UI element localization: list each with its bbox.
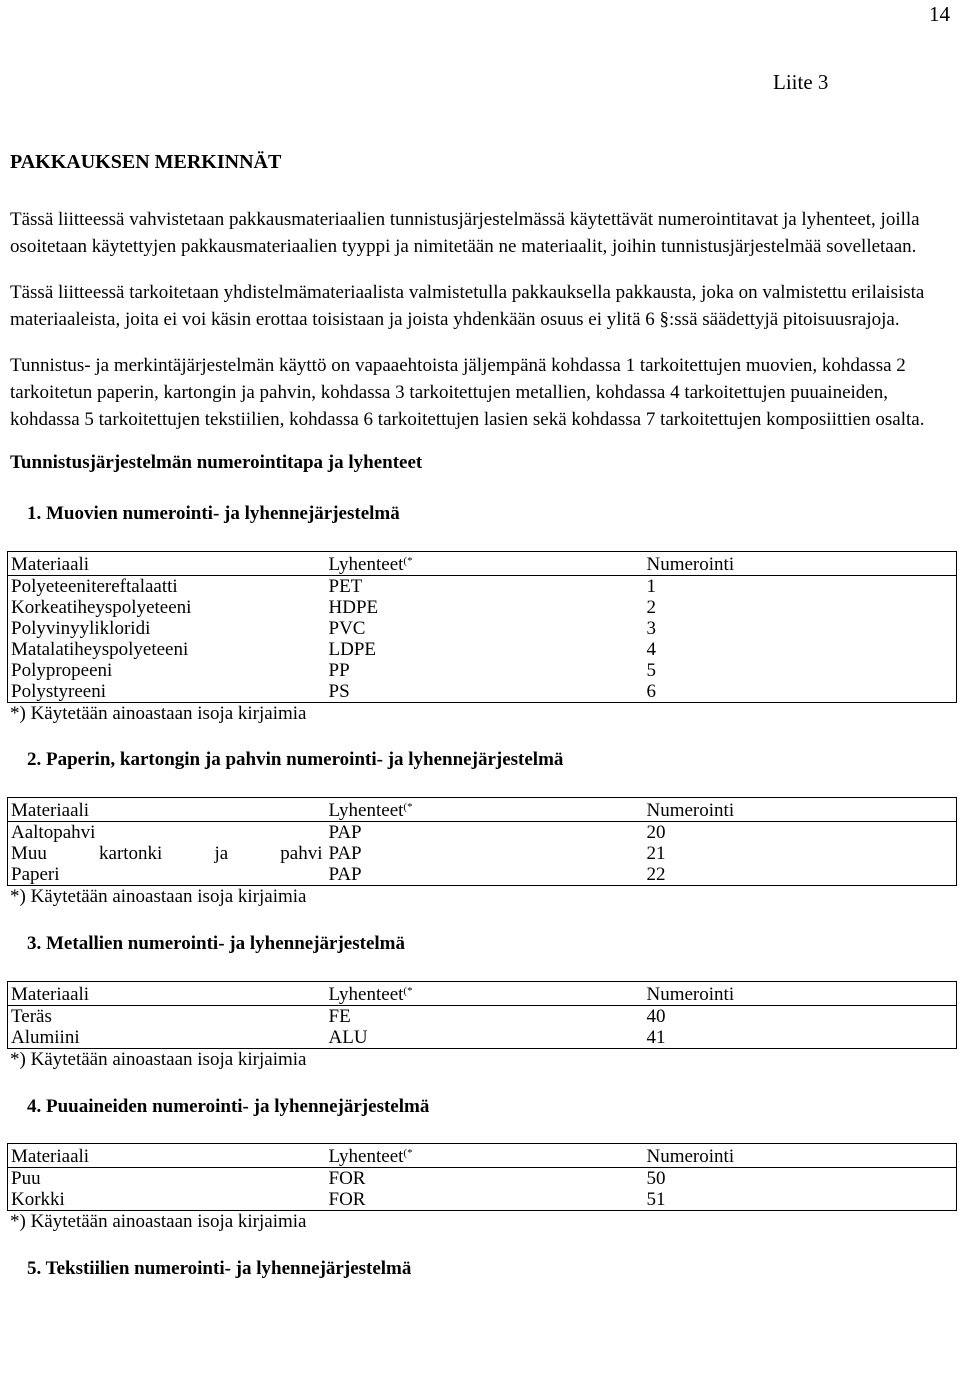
number-cell: 50 [644,1168,957,1190]
table-row [8,1005,957,1027]
number-cell: 20 [644,822,957,844]
footnote: *) Käytetään ainoastaan isoja kirjaimia [10,1048,307,1070]
abbreviation-cell: ALU [326,1027,644,1049]
number-cell: 40 [644,1005,957,1027]
header-material: Materiaali [8,798,326,822]
footnote: *) Käytetään ainoastaan isoja kirjaimia [10,1211,307,1233]
wood-table [7,1143,957,1211]
intro-paragraph: Tässä liitteessä vahvistetaan pakkausmateriaalien tunnistusjärjestelmässä käytettävät numerointitavat ja lyhenteet, joilla osoitetaan käytettyjen pakkausmateriaalien tyyppi ja nimitetään ne materiaalit, joihin tunnistusjärjestelmää sovelletaan. [10,209,920,257]
abbreviation-cell: LDPE [328,638,376,660]
table-header-row [8,981,957,1005]
appendix-label: Liite 3 [773,70,829,94]
section-title-paper: 2. Paperin, kartongin ja pahvin numerointi- ja lyhennejärjestelmä [27,749,564,771]
header-numbering: Numerointi [644,981,957,1005]
table-row [8,639,957,660]
table-row [8,864,957,886]
number-cell: 22 [644,864,957,886]
section-title-metals: 3. Metallien numerointi- ja lyhennejärjestelmä [27,932,405,954]
material-cell: Paperi [8,864,326,886]
number-cell: 4 [644,639,957,660]
abbreviation-cell: FE [328,1005,351,1027]
section-title-wood: 4. Puuaineiden numerointi- ja lyhennejärjestelmä [27,1095,430,1117]
number-cell: 2 [644,597,957,618]
header-abbreviation: Lyhenteet(* [326,798,644,822]
header-numbering: Numerointi [644,1144,957,1168]
number-cell: 3 [644,618,957,639]
page-number: 14 [929,2,950,26]
table-header-row [8,551,957,575]
number-cell: 41 [644,1027,957,1049]
footnote: *) Käytetään ainoastaan isoja kirjaimia [10,702,307,724]
table-row [8,843,957,864]
abbreviation-cell: PS [326,681,644,703]
number-cell: 5 [644,660,957,681]
definition-paragraph: Tässä liitteessä tarkoitetaan yhdistelmämateriaalista valmistetulla pakkauksella pakkausta, joka on valmistettu erilaisista materiaaleista, joita ei voi käsin erottaa toisistaan ja joista yhdenkään osuus ei ylitä 6 §:ssä säädettyjä pitoisuusrajoja. [10,282,925,330]
section-title-textiles: 5. Tekstiilien numerointi- ja lyhennejärjestelmä [27,1258,412,1280]
material-cell: Matalatiheyspolyeteeni [8,639,326,660]
material-cell: Puu [8,1168,326,1190]
paper-table [7,797,957,886]
usage-paragraph: Tunnistus- ja merkintäjärjestelmän käyttö on vapaaehtoista jäljempänä kohdassa 1 tarkoitettujen muovien, kohdassa 2 tarkoitetun paperin, kartongin ja pahvin, kohdassa 3 tarkoitettujen metallien, kohdassa 4 tarkoitettujen puuaineiden, kohdassa 5 tarkoitettujen tekstiilien, kohdassa 6 tarkoitettujen lasien sekä kohdassa 7 tarkoitettujen komposiittien osalta. [10,355,925,430]
abbreviation-cell: FOR [328,1168,366,1190]
abbreviation-cell: FOR [326,1189,644,1211]
header-numbering: Numerointi [644,551,957,575]
metals-table [7,981,957,1049]
number-cell: 6 [644,681,957,703]
abbreviation-cell: HDPE [328,596,379,618]
table-row [8,681,957,703]
table-row [8,822,957,844]
section-subtitle: Tunnistusjärjestelmän numerointitapa ja lyhenteet [10,452,423,473]
material-cell: Polyvinyylikloridi [8,618,326,639]
material-cell: Korkki [8,1189,326,1211]
material-cell: Teräs [8,1005,326,1027]
abbreviation-cell: PAP [328,843,362,865]
abbreviation-cell: PP [328,659,350,681]
header-material: Materiaali [8,981,326,1005]
page-title: PAKKAUKSEN MERKINNÄT [10,151,282,173]
header-abbreviation: Lyhenteet(* [326,1144,644,1168]
material-cell: Alumiini [8,1027,326,1049]
abbreviation-cell: PVC [328,617,366,639]
table-row [8,575,957,597]
document-body [10,150,955,1306]
material-cell: Polyeteenitereftalaatti [8,575,326,597]
header-abbreviation: Lyhenteet(* [326,981,644,1005]
section-title-plastics: 1. Muovien numerointi- ja lyhennejärjestelmä [27,502,400,524]
plastics-table [7,551,957,703]
abbreviation-cell: PAP [326,864,644,886]
number-cell: 21 [644,843,957,864]
table-row [8,1189,957,1211]
material-cell: Korkeatiheyspolyeteeni [8,597,326,618]
material-cell [8,843,326,864]
justified-material-text: Muu kartonki ja pahvi [11,843,323,865]
header-abbreviation: Lyhenteet(* [326,551,644,575]
material-cell: Polypropeeni [8,660,326,681]
table-header-row [8,798,957,822]
table-row [8,1027,957,1049]
header-material: Materiaali [8,551,326,575]
number-cell: 51 [644,1189,957,1211]
footnote: *) Käytetään ainoastaan isoja kirjaimia [10,886,307,908]
table-row [8,1168,957,1190]
material-cell: Polystyreeni [8,681,326,703]
abbreviation-cell: PAP [328,822,362,844]
abbreviation-cell: PET [328,575,363,597]
material-cell: Aaltopahvi [8,822,326,844]
table-header-row [8,1144,957,1168]
table-row [8,618,957,639]
header-numbering: Numerointi [644,798,957,822]
table-row [8,660,957,681]
header-material: Materiaali [8,1144,326,1168]
number-cell: 1 [644,575,957,597]
table-row [8,597,957,618]
